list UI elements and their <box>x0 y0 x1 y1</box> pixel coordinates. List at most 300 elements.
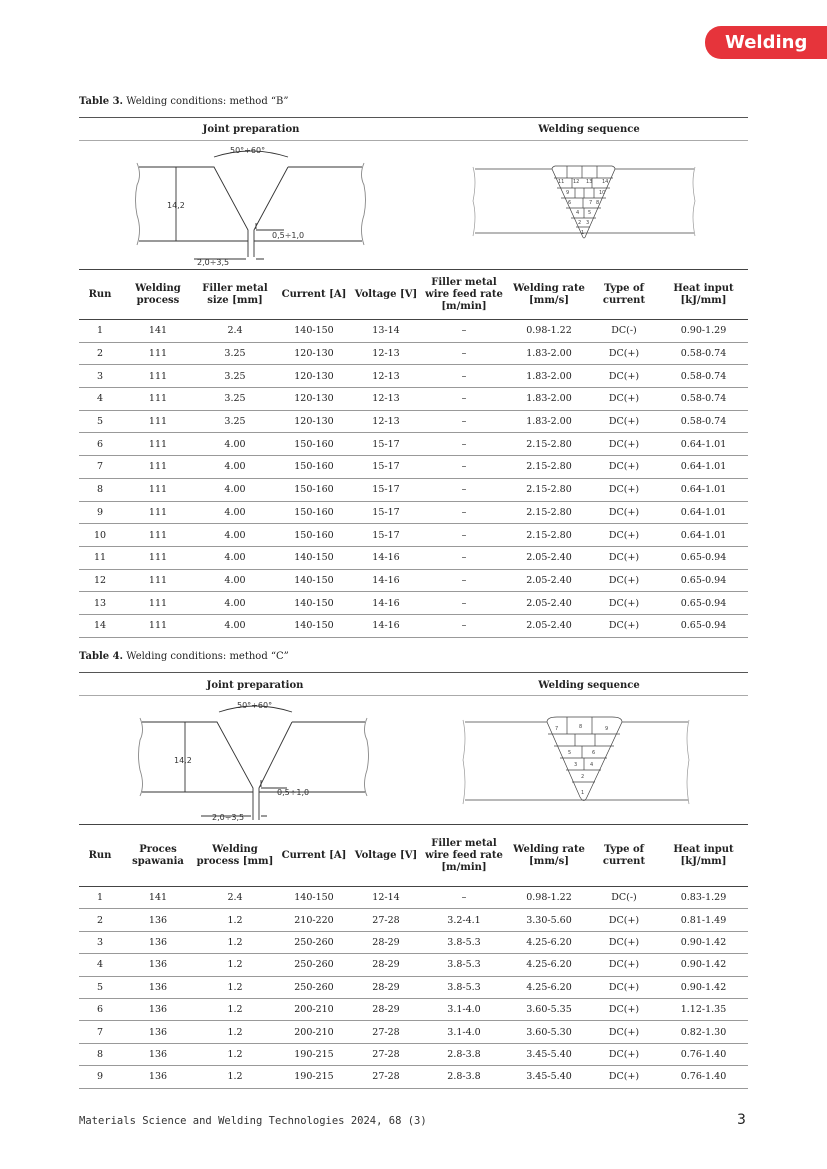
table4-col-run: Run <box>79 825 121 887</box>
table3-col-process: Welding process <box>121 270 195 320</box>
table-cell: 3.45-5.40 <box>509 1066 589 1088</box>
table-cell: 2.05-2.40 <box>509 614 589 637</box>
table4-thickness-label: 14,2 <box>174 756 192 765</box>
svg-text:6: 6 <box>568 200 572 206</box>
table-cell: 14-16 <box>353 569 419 592</box>
table3-col-voltage: Voltage [V] <box>353 270 419 320</box>
svg-text:1: 1 <box>581 790 585 796</box>
table-cell: 0.76-1.40 <box>659 1066 748 1088</box>
table-cell: 27-28 <box>353 909 419 931</box>
table-row <box>79 501 748 524</box>
table-cell: 4.00 <box>195 478 275 501</box>
table-cell: DC(+) <box>589 524 659 547</box>
table-cell: 4 <box>79 388 121 411</box>
table-cell: 4.00 <box>195 546 275 569</box>
svg-text:5: 5 <box>568 750 572 756</box>
table-cell: 1.2 <box>195 1043 275 1065</box>
table-cell: – <box>419 614 509 637</box>
table4-sequence-numbers <box>555 724 608 796</box>
table3-col-heat-input: Heat input [kJ/mm] <box>659 270 748 320</box>
table-row <box>79 909 748 931</box>
table-cell: 12-13 <box>353 342 419 365</box>
table-cell: 0.64-1.01 <box>659 501 748 524</box>
table-row <box>79 524 748 547</box>
table-row <box>79 433 748 456</box>
table-cell: 3.45-5.40 <box>509 1043 589 1065</box>
table-row <box>79 456 748 479</box>
table-cell: 0.90-1.42 <box>659 954 748 976</box>
table-cell: – <box>419 478 509 501</box>
table-cell: 4.00 <box>195 501 275 524</box>
table3-body <box>79 320 748 638</box>
table-cell: 9 <box>79 501 121 524</box>
table3-sequence-heading: Welding sequence <box>538 124 640 135</box>
table-cell: 0.90-1.29 <box>659 320 748 343</box>
table4-caption-text: Welding conditions: method “C” <box>123 651 289 662</box>
table-cell: DC(+) <box>589 365 659 388</box>
table-cell: 3.1-4.0 <box>419 998 509 1020</box>
section-badge: Welding <box>705 26 827 59</box>
table-cell: – <box>419 320 509 343</box>
table-cell: 0.98-1.22 <box>509 320 589 343</box>
table-cell: 12-13 <box>353 410 419 433</box>
svg-text:9: 9 <box>605 726 609 732</box>
table-cell: 141 <box>121 320 195 343</box>
table-cell: 0.58-0.74 <box>659 388 748 411</box>
table-cell: 190-215 <box>275 1066 353 1088</box>
table-cell: DC(+) <box>589 410 659 433</box>
table-cell: 140-150 <box>275 569 353 592</box>
table-cell: 1.2 <box>195 1021 275 1043</box>
table-row <box>79 931 748 953</box>
table-cell: 120-130 <box>275 342 353 365</box>
table-row <box>79 388 748 411</box>
table-cell: – <box>419 388 509 411</box>
table-cell: 6 <box>79 998 121 1020</box>
table-cell: 0.65-0.94 <box>659 546 748 569</box>
table-cell: 7 <box>79 1021 121 1043</box>
table-cell: 0.98-1.22 <box>509 887 589 909</box>
table4-body <box>79 887 748 1089</box>
table-row <box>79 342 748 365</box>
table-cell: 4.25-6.20 <box>509 931 589 953</box>
table3-caption <box>79 96 288 107</box>
table-cell: 12-13 <box>353 365 419 388</box>
table-cell: 136 <box>121 998 195 1020</box>
svg-text:8: 8 <box>579 724 583 730</box>
table-cell: 0.58-0.74 <box>659 410 748 433</box>
table-cell: 2 <box>79 909 121 931</box>
table-cell: 136 <box>121 931 195 953</box>
table-cell: 111 <box>121 524 195 547</box>
table-row <box>79 592 748 615</box>
svg-text:7: 7 <box>555 726 559 732</box>
table-cell: 4.00 <box>195 614 275 637</box>
table-cell: – <box>419 501 509 524</box>
table-cell: 0.64-1.01 <box>659 433 748 456</box>
table4-col-welding-rate: Welding rate [mm/s] <box>509 825 589 887</box>
table-cell: 111 <box>121 501 195 524</box>
table3-joint-drawing <box>134 145 374 267</box>
table3-col-filler-size: Filler metal size [mm] <box>195 270 275 320</box>
table-row <box>79 976 748 998</box>
table-cell: 3.8-5.3 <box>419 954 509 976</box>
table4-gap-label: 2,0÷3,5 <box>212 813 245 822</box>
table-cell: 136 <box>121 909 195 931</box>
table3-rootface-label: 0,5÷1,0 <box>272 231 305 240</box>
svg-text:4: 4 <box>590 762 594 768</box>
table-row <box>79 887 748 909</box>
table4-col-current: Current [A] <box>275 825 353 887</box>
table-cell: – <box>419 524 509 547</box>
table3-top-rule <box>79 117 748 118</box>
table-cell: 2.05-2.40 <box>509 569 589 592</box>
table-cell: DC(+) <box>589 1021 659 1043</box>
table-cell: 141 <box>121 887 195 909</box>
table-cell: 111 <box>121 388 195 411</box>
table-cell: – <box>419 546 509 569</box>
svg-text:10: 10 <box>599 190 606 196</box>
table-row <box>79 998 748 1020</box>
table3-col-welding-rate: Welding rate [mm/s] <box>509 270 589 320</box>
table-cell: 2.4 <box>195 887 275 909</box>
table-cell: 14-16 <box>353 592 419 615</box>
table-cell: 250-260 <box>275 976 353 998</box>
table-cell: 3.1-4.0 <box>419 1021 509 1043</box>
table-cell: 0.65-0.94 <box>659 614 748 637</box>
table-cell: 12-14 <box>353 887 419 909</box>
table-row <box>79 1066 748 1088</box>
table-cell: 4.00 <box>195 569 275 592</box>
table-cell: 2.15-2.80 <box>509 501 589 524</box>
svg-text:2: 2 <box>578 220 582 226</box>
table-cell: 6 <box>79 433 121 456</box>
svg-text:3: 3 <box>586 220 590 226</box>
table-cell: 0.90-1.42 <box>659 931 748 953</box>
table-cell: 0.65-0.94 <box>659 592 748 615</box>
svg-text:8: 8 <box>596 200 600 206</box>
table-cell: 0.65-0.94 <box>659 569 748 592</box>
table-cell: 15-17 <box>353 478 419 501</box>
journal-footer: Materials Science and Welding Technologies 2024, 68 (3) <box>79 1115 427 1127</box>
table-cell: 120-130 <box>275 365 353 388</box>
table3-angle-label: 50°÷60° <box>230 146 266 155</box>
table4-top-rule <box>79 672 748 673</box>
table-cell: 2.8-3.8 <box>419 1043 509 1065</box>
table-row <box>79 320 748 343</box>
table-cell: 2.15-2.80 <box>509 478 589 501</box>
table-cell: 27-28 <box>353 1043 419 1065</box>
table-cell: DC(+) <box>589 998 659 1020</box>
table4-rootface-label: 0,5÷1,0 <box>277 788 310 797</box>
table-cell: 13-14 <box>353 320 419 343</box>
table-cell: 111 <box>121 546 195 569</box>
table4-col-wire-feed: Filler metal wire feed rate [m/min] <box>419 825 509 887</box>
table-cell: 0.90-1.42 <box>659 976 748 998</box>
table-cell: 3 <box>79 365 121 388</box>
table-cell: 12 <box>79 569 121 592</box>
table-cell: 0.58-0.74 <box>659 365 748 388</box>
table-cell: 140-150 <box>275 546 353 569</box>
svg-text:1: 1 <box>581 230 585 236</box>
table-cell: 0.58-0.74 <box>659 342 748 365</box>
table-row <box>79 614 748 637</box>
table-cell: 4.00 <box>195 456 275 479</box>
table-cell: 150-160 <box>275 456 353 479</box>
table-cell: 150-160 <box>275 478 353 501</box>
table-cell: 8 <box>79 478 121 501</box>
table4-col-voltage: Voltage [V] <box>353 825 419 887</box>
table-cell: 3.25 <box>195 410 275 433</box>
table-cell: 210-220 <box>275 909 353 931</box>
table-cell: DC(+) <box>589 456 659 479</box>
table-row <box>79 546 748 569</box>
table-cell: 111 <box>121 365 195 388</box>
table-cell: 250-260 <box>275 931 353 953</box>
table3-joint-heading: Joint preparation <box>202 124 300 135</box>
table-cell: 27-28 <box>353 1021 419 1043</box>
table-cell: 150-160 <box>275 501 353 524</box>
table-cell: 2 <box>79 342 121 365</box>
table-cell: 28-29 <box>353 976 419 998</box>
table-cell: DC(+) <box>589 388 659 411</box>
table-cell: 3.25 <box>195 388 275 411</box>
table-cell: 2.4 <box>195 320 275 343</box>
svg-text:2: 2 <box>581 774 585 780</box>
table-cell: 1.2 <box>195 954 275 976</box>
table-cell: 5 <box>79 976 121 998</box>
table-cell: 28-29 <box>353 954 419 976</box>
table4-col-current-type: Type of current <box>589 825 659 887</box>
table-cell: DC(+) <box>589 1066 659 1088</box>
table-cell: 1 <box>79 320 121 343</box>
table-cell: 3.8-5.3 <box>419 931 509 953</box>
svg-text:5: 5 <box>588 210 592 216</box>
table-cell: 111 <box>121 433 195 456</box>
table-cell: DC(+) <box>589 931 659 953</box>
table3 <box>79 117 748 637</box>
table-cell: 2.05-2.40 <box>509 592 589 615</box>
table-cell: 0.82-1.30 <box>659 1021 748 1043</box>
table-cell: 3 <box>79 931 121 953</box>
table-cell: 10 <box>79 524 121 547</box>
table-row <box>79 365 748 388</box>
table3-header-row <box>79 270 748 320</box>
table-cell: DC(-) <box>589 887 659 909</box>
table-cell: 140-150 <box>275 592 353 615</box>
table-cell: – <box>419 342 509 365</box>
table3-col-wire-feed: Filler metal wire feed rate [m/min] <box>419 270 509 320</box>
svg-text:9: 9 <box>566 190 570 196</box>
table-cell: DC(+) <box>589 614 659 637</box>
table4 <box>79 672 748 1092</box>
table-cell: 140-150 <box>275 614 353 637</box>
table-cell: 1.2 <box>195 998 275 1020</box>
table-cell: 9 <box>79 1066 121 1088</box>
svg-text:11: 11 <box>558 179 565 185</box>
table-cell: 11 <box>79 546 121 569</box>
table-cell: 28-29 <box>353 931 419 953</box>
table3-sequence-drawing <box>472 161 697 243</box>
table-cell: 150-160 <box>275 524 353 547</box>
table-cell: 136 <box>121 1021 195 1043</box>
table-cell: 3.60-5.30 <box>509 1021 589 1043</box>
table3-col-current-type: Type of current <box>589 270 659 320</box>
svg-text:13: 13 <box>586 179 593 185</box>
table-row <box>79 1043 748 1065</box>
table-cell: DC(+) <box>589 909 659 931</box>
table-cell: 120-130 <box>275 410 353 433</box>
table-cell: DC(+) <box>589 501 659 524</box>
table-cell: 14-16 <box>353 546 419 569</box>
table-cell: 3.8-5.3 <box>419 976 509 998</box>
table-row <box>79 410 748 433</box>
table4-header-row <box>79 825 748 887</box>
table-cell: 1 <box>79 887 121 909</box>
page-number: 3 <box>737 1112 746 1128</box>
svg-text:14: 14 <box>602 179 609 185</box>
table-cell: DC(-) <box>589 320 659 343</box>
table4-data <box>79 824 748 1089</box>
table-cell: 250-260 <box>275 954 353 976</box>
table-cell: 140-150 <box>275 887 353 909</box>
table-cell: 4.00 <box>195 433 275 456</box>
table4-sequence-heading: Welding sequence <box>538 680 640 691</box>
table-cell: 1.12-1.35 <box>659 998 748 1020</box>
svg-text:12: 12 <box>573 179 580 185</box>
table-cell: 111 <box>121 478 195 501</box>
table-cell: 4.25-6.20 <box>509 954 589 976</box>
table-cell: 111 <box>121 342 195 365</box>
table-cell: DC(+) <box>589 478 659 501</box>
table3-gap-label: 2,0÷3,5 <box>197 258 230 267</box>
table-cell: 0.81-1.49 <box>659 909 748 931</box>
table-cell: 3.25 <box>195 365 275 388</box>
table-cell: DC(+) <box>589 433 659 456</box>
table-cell: 7 <box>79 456 121 479</box>
table-cell: DC(+) <box>589 569 659 592</box>
svg-text:4: 4 <box>576 210 580 216</box>
table-cell: DC(+) <box>589 592 659 615</box>
table-cell: 15-17 <box>353 456 419 479</box>
table-cell: 136 <box>121 976 195 998</box>
table-cell: 0.64-1.01 <box>659 524 748 547</box>
table-cell: 0.64-1.01 <box>659 456 748 479</box>
table-cell: 120-130 <box>275 388 353 411</box>
table-cell: 4.00 <box>195 592 275 615</box>
table-cell: 136 <box>121 954 195 976</box>
table-cell: 1.83-2.00 <box>509 342 589 365</box>
svg-text:7: 7 <box>589 200 593 206</box>
table-cell: – <box>419 365 509 388</box>
table4-col-process: Welding process [mm] <box>195 825 275 887</box>
table-cell: 200-210 <box>275 1021 353 1043</box>
table-cell: 2.15-2.80 <box>509 433 589 456</box>
table-cell: 2.15-2.80 <box>509 524 589 547</box>
table3-caption-label: Table 3. <box>79 96 124 107</box>
table4-caption <box>79 651 289 662</box>
table-cell: 28-29 <box>353 998 419 1020</box>
table-cell: 0.64-1.01 <box>659 478 748 501</box>
table-cell: 136 <box>121 1043 195 1065</box>
table-row <box>79 1021 748 1043</box>
table4-col-heat-input: Heat input [kJ/mm] <box>659 825 748 887</box>
table-cell: 150-160 <box>275 433 353 456</box>
table-cell: – <box>419 410 509 433</box>
table-cell: 8 <box>79 1043 121 1065</box>
table-cell: 111 <box>121 456 195 479</box>
table-cell: 2.05-2.40 <box>509 546 589 569</box>
table-cell: 1.83-2.00 <box>509 410 589 433</box>
table-row <box>79 569 748 592</box>
table-cell: – <box>419 456 509 479</box>
table-cell: 4.25-6.20 <box>509 976 589 998</box>
table-cell: 111 <box>121 569 195 592</box>
table-cell: 111 <box>121 410 195 433</box>
svg-text:6: 6 <box>592 750 596 756</box>
table-cell: 15-17 <box>353 524 419 547</box>
table4-joint-heading: Joint preparation <box>206 680 304 691</box>
table-cell: 4.00 <box>195 524 275 547</box>
table-cell: 3.60-5.35 <box>509 998 589 1020</box>
table-cell: 2.15-2.80 <box>509 456 589 479</box>
table-cell: 3.25 <box>195 342 275 365</box>
table-cell: 13 <box>79 592 121 615</box>
table-cell: DC(+) <box>589 546 659 569</box>
table-cell: 14 <box>79 614 121 637</box>
table3-col-current: Current [A] <box>275 270 353 320</box>
table-cell: 3.30-5.60 <box>509 909 589 931</box>
table4-heading-rule <box>79 695 748 696</box>
table-cell: – <box>419 887 509 909</box>
table-cell: 27-28 <box>353 1066 419 1088</box>
table-cell: – <box>419 569 509 592</box>
table-cell: DC(+) <box>589 342 659 365</box>
table-cell: 3.2-4.1 <box>419 909 509 931</box>
table-cell: 14-16 <box>353 614 419 637</box>
table-cell: 12-13 <box>353 388 419 411</box>
table-cell: DC(+) <box>589 976 659 998</box>
table-row <box>79 478 748 501</box>
table-cell: 1.2 <box>195 931 275 953</box>
table-cell: – <box>419 592 509 615</box>
table4-sequence-drawing <box>462 712 692 812</box>
table3-data <box>79 269 748 638</box>
table-cell: 140-150 <box>275 320 353 343</box>
table4-col-proces: Proces spawania <box>121 825 195 887</box>
table-cell: 190-215 <box>275 1043 353 1065</box>
table3-thickness-label: 14,2 <box>167 201 185 210</box>
table-cell: 1.2 <box>195 1066 275 1088</box>
table-cell: 111 <box>121 592 195 615</box>
table-cell: 0.83-1.29 <box>659 887 748 909</box>
table4-caption-label: Table 4. <box>79 651 124 662</box>
table-cell: 111 <box>121 614 195 637</box>
table-cell: 1.2 <box>195 909 275 931</box>
table-cell: 15-17 <box>353 433 419 456</box>
table-cell: 15-17 <box>353 501 419 524</box>
table3-heading-rule <box>79 140 748 141</box>
table4-angle-label: 50°÷60° <box>237 701 273 710</box>
table-cell: 5 <box>79 410 121 433</box>
table-cell: – <box>419 433 509 456</box>
table3-col-run: Run <box>79 270 121 320</box>
table-cell: 0.76-1.40 <box>659 1043 748 1065</box>
table-cell: 1.2 <box>195 976 275 998</box>
svg-text:3: 3 <box>574 762 578 768</box>
table-row <box>79 954 748 976</box>
table-cell: DC(+) <box>589 1043 659 1065</box>
